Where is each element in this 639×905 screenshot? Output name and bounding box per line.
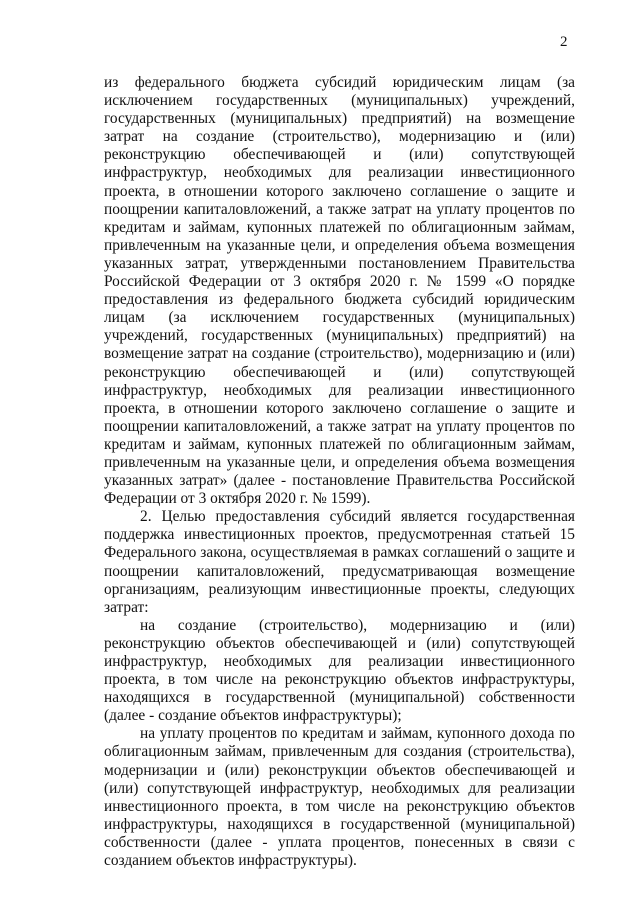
paragraph-construction-costs: на создание (строительство), модернизацию и (или) реконструкцию объектов обеспечивающей и (или) сопутствующей инфраструктур, необходимых для реализации инвестиционного проекта, в том числе на реконструкцию объектов инфраструктуры, находящихся в государственной (муниципальной) собственности (далее - создание объектов инфраструктуры); [104, 616, 575, 725]
paragraph-section-2: 2. Целью предоставления субсидий является государственная поддержка инвестиционных проектов, предусмотренная статьей 15 Федерального закона, осуществляемая в рамках соглашений о защите и поощрении капиталовложений, предусматривающая возмещение организациям, реализующим инвестиционные проекты, следующих затрат: [104, 508, 575, 616]
paragraph-interest-costs: на уплату процентов по кредитам и займам, купонного дохода по облигационным займам, привлеченным для создания (строительства), модернизации и (или) реконструкции объектов обеспечивающей и (или) сопутствующей инфраструктур, необходимых для реализации инвестиционного проекта, в том числе на реконструкцию объектов инфраструктуры, находящихся в государственной (муниципальной) собственности (далее - уплата процентов, понесенных в связи с созданием объектов инфраструктуры). [104, 725, 575, 870]
document-body [104, 74, 575, 870]
paragraph-continuation: из федерального бюджета субсидий юридическим лицам (за исключением государственных (муниципальных) учреждений, государственных (муниципальных) предприятий) на возмещение затрат на создание (строительство), модернизацию и (или) реконструкцию обеспечивающей и (или) сопутствующей инфраструктур, необходимых для реализации инвестиционного проекта, в отношении которого заключено соглашение о защите и поощрении капиталовложений, а также затрат на уплату процентов по кредитам и займам, купонных платежей по облигационным займам, привлеченным на указанные цели, и определения объема возмещения указанных затрат, утвержденными постановлением Правительства Российской Федерации от 3 октября 2020 г. № 1599 «О порядке предоставления из федерального бюджета субсидий юридическим лицам (за исключением государственных (муниципальных) учреждений, государственных (муниципальных) предприятий) на возмещение затрат на создание (строительство), модернизацию и (или) реконструкцию обеспечивающей и (или) сопутствующей инфраструктур, необходимых для реализации инвестиционного проекта, в отношении которого заключено соглашение о защите и поощрении капиталовложений, а также затрат на уплату процентов по кредитам и займам, купонных платежей по облигационным займам, привлеченным на указанные цели, и определения объема возмещения указанных затрат» (далее - постановление Правительства Российской Федерации от 3 октября 2020 г. № 1599). [104, 74, 575, 508]
page-number: 2 [560, 34, 568, 50]
